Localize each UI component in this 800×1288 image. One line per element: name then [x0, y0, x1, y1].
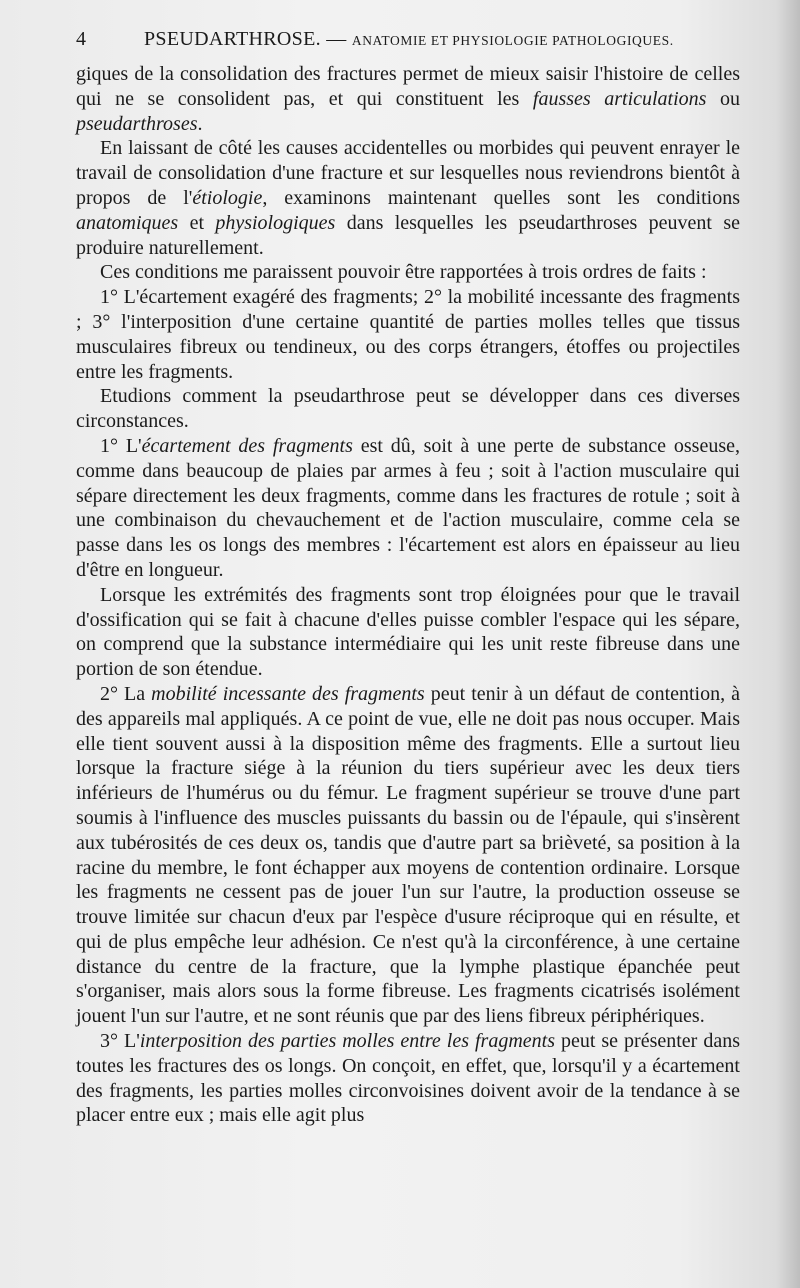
header-dash: —: [326, 28, 347, 50]
page-body: [76, 62, 740, 1128]
text-run: peut tenir à un défaut de contention, à des appareils mal appliqués. A ce point de vue, elle ne doit pas nous occuper. Mais elle tient souvent aussi à la disposition même des fragments. Elle a surtout lieu lorsque la fracture siége à la réunion du tiers supérieur avec les deux tiers inférieurs de l'humérus ou du fémur. Le fragment supérieur se trouve d'une part soumis à l'influence des muscles puissants du bassin ou de l'épaule, qui s'insèrent aux tubérosités de ces deux os, tandis que d'autre part sa brièveté, sa position à la racine du membre, le font échapper aux moyens de contention ordinaire. Lorsque les fragments ne cessent pas de jouer l'un sur l'autre, la production osseuse se trouve limitée sur chacun d'eux par l'espèce d'usure réciproque qui en résulte, et qui de plus empêche leur adhésion. Ce n'est qu'à la circonférence, à une certaine distance du centre de la fracture, que la lymphe plastique épanchée peut s'organiser, mais alors sous la forme fibreuse. Les fragments cicatrisés isolément jouent l'un sur l'autre, et ne sont réunis que par des liens fibreux périphériques.: [76, 682, 741, 1028]
text-run: giques de la consolidation des fractures permet de mieux saisir l'histoire de celles qui ne se consolident pas, et qui constituent les: [76, 63, 740, 110]
italic-term-physiologiques: physiologiques: [215, 211, 336, 234]
italic-term-ecartement: écartement des fragments: [141, 434, 353, 457]
text-run: , examinons maintenant quelles sont les conditions: [262, 186, 741, 209]
text-run: 1° L'écartement exagéré des fragments; 2° la mobilité incessante des fragments ; 3° l'interposition d'une certaine quantité de parties molles telles que tissus musculaires fibreux ou tendineux, ou des corps étrangers, étoffes ou projectiles entre les fragments.: [76, 286, 740, 383]
paragraph-3: [76, 260, 740, 285]
italic-term-anatomiques: anatomiques: [76, 211, 179, 234]
italic-term-pseudarthroses: pseudarthroses: [76, 112, 198, 135]
text-run: est dû, soit à une perte de substance osseuse, comme dans beaucoup de plaies par armes à feu ; soit à l'action musculaire qui sépare directement les deux fragments, comme dans les fractures de rotule ; soit à une combinaison du chevauchement et de l'action musculaire, comme cela se passe dans les os longs des membres : l'écartement est alors en épaisseur au lieu d'être en longueur.: [76, 434, 740, 581]
text-run: 3° L': [100, 1030, 140, 1053]
italic-term-mobilite: mobilité incessante des fragments: [151, 682, 425, 705]
header-subtitle: ANATOMIE ET PHYSIOLOGIE PATHOLOGIQUES.: [351, 33, 674, 48]
text-run: Lorsque les extrémités des fragments sont trop éloignées pour que le travail d'ossification qui se fait à chacune d'elles puisse combler l'espace qui les sépare, on comprend que la substance intermédiaire qui les unit reste fibreuse dans une portion de son étendue.: [76, 583, 740, 681]
text-run: Etudions comment la pseudarthrose peut se développer dans ces diverses circonstances.: [76, 385, 740, 433]
paragraph-7: [76, 583, 740, 682]
italic-term-fausses-articulations: fausses articulations: [532, 87, 707, 110]
paragraph-4: [76, 285, 740, 384]
header-title: PSEUDARTHROSE.: [144, 28, 321, 50]
text-run: En laissant de côté les causes accidentelles ou morbides qui peuvent enrayer le travail de consolidation d'une fracture et sur lesquelles nous reviendrons bientôt à propos de l': [76, 137, 740, 209]
running-header: [76, 28, 740, 54]
paragraph-6: [76, 434, 740, 583]
text-run: 2° La: [100, 682, 152, 705]
italic-term-etiologie: étiologie: [192, 186, 263, 209]
text-run: .: [197, 112, 203, 135]
paragraph-9: [76, 1029, 740, 1128]
italic-term-interposition: interposition des parties molles entre les fragments: [139, 1030, 555, 1053]
text-run: peut se présenter dans toutes les fractures des os longs. On conçoit, en effet, que, lorsqu'il y a écartement des fragments, les parties molles circonvoisines doivent avoir de la tendance à se placer entre eux ; mais elle agit plus: [76, 1030, 740, 1127]
page-number: 4: [76, 28, 86, 50]
paragraph-2: [76, 136, 740, 260]
text-run: ou: [706, 87, 741, 110]
paragraph-1: [76, 62, 740, 136]
running-title: [144, 28, 674, 51]
paragraph-5: [76, 384, 740, 434]
text-run: dans lesquelles les pseudarthroses peuvent se produire naturellement.: [76, 211, 740, 259]
text-run: Ces conditions me paraissent pouvoir être rapportées à trois ordres de faits :: [100, 261, 707, 284]
paragraph-8: [76, 682, 740, 1029]
text-run: et: [178, 211, 216, 234]
text-run: 1° L': [100, 434, 142, 457]
